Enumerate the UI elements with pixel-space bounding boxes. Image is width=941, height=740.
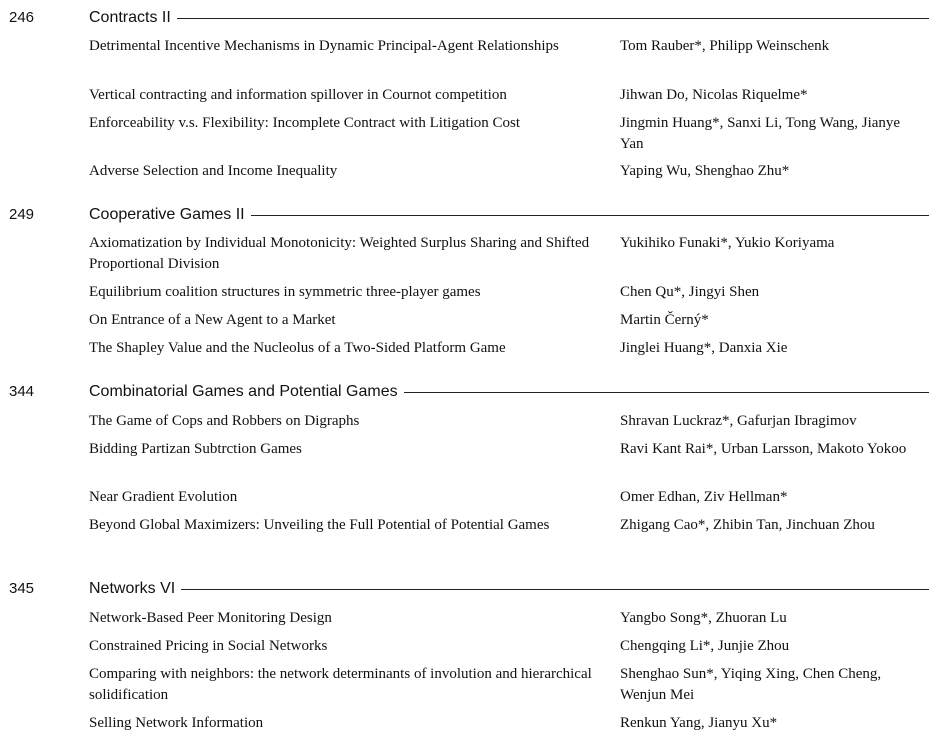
- session-header: [0, 9, 941, 31]
- session-title-wrap: [89, 206, 929, 224]
- paper-authors: Ravi Kant Rai*, Urban Larsson, Makoto Yokoo: [620, 441, 907, 457]
- paper-title: The Shapley Value and the Nucleolus of a Two-Sided Platform Game: [89, 340, 506, 356]
- session-room: 345: [9, 580, 35, 597]
- paper-authors: Yangbo Song*, Zhuoran Lu: [620, 610, 787, 626]
- paper-title: Constrained Pricing in Social Networks: [89, 638, 328, 654]
- paper-authors: Renkun Yang, Jianyu Xu*: [620, 715, 778, 731]
- paper-title: Detrimental Incentive Mechanisms in Dynamic Principal-Agent Relationships: [89, 38, 559, 54]
- session-rule: [251, 215, 929, 216]
- session-title: Cooperative Games II: [89, 206, 245, 223]
- session-header: [0, 206, 941, 228]
- paper-authors: Tom Rauber*, Philipp Weinschenk: [620, 38, 830, 54]
- session-header: [0, 383, 941, 405]
- session-title-wrap: [89, 9, 929, 27]
- paper-authors: Zhigang Cao*, Zhibin Tan, Jinchuan Zhou: [620, 517, 875, 533]
- session-title: Contracts II: [89, 9, 171, 26]
- paper-authors: Yukihiko Funaki*, Yukio Koriyama: [620, 235, 835, 251]
- paper-title: Comparing with neighbors: the network determinants of involution and hierarchical solidification: [89, 666, 592, 703]
- paper-authors: Jingmin Huang*, Sanxi Li, Tong Wang, Jianye Yan: [620, 115, 901, 152]
- paper-authors: Chen Qu*, Jingyi Shen: [620, 284, 760, 300]
- paper-authors: Chengqing Li*, Junjie Zhou: [620, 638, 790, 654]
- paper-title: Axiomatization by Individual Monotonicity: Weighted Surplus Sharing and Shifted Proportional Division: [89, 235, 590, 272]
- session-room: 344: [9, 383, 35, 400]
- paper-title: The Game of Cops and Robbers on Digraphs: [89, 413, 360, 429]
- session-title-wrap: [89, 383, 929, 401]
- paper-title: Vertical contracting and information spillover in Cournot competition: [89, 87, 507, 103]
- session-room: 249: [9, 206, 35, 223]
- paper-title: Beyond Global Maximizers: Unveiling the Full Potential of Potential Games: [89, 517, 550, 533]
- paper-title: Network-Based Peer Monitoring Design: [89, 610, 332, 626]
- session-title-wrap: [89, 580, 929, 598]
- paper-authors: Martin Černý*: [620, 312, 709, 328]
- session-rule: [181, 589, 929, 590]
- paper-title: On Entrance of a New Agent to a Market: [89, 312, 336, 328]
- session-header: [0, 580, 941, 602]
- paper-authors: Shravan Luckraz*, Gafurjan Ibragimov: [620, 413, 857, 429]
- paper-title: Bidding Partizan Subtrction Games: [89, 441, 302, 457]
- session-networks-vi: [0, 580, 941, 602]
- session-rule: [177, 18, 929, 19]
- paper-authors: Omer Edhan, Ziv Hellman*: [620, 489, 788, 505]
- paper-authors: Jihwan Do, Nicolas Riquelme*: [620, 87, 808, 103]
- session-cooperative-games-ii: [0, 206, 941, 228]
- session-rule: [404, 392, 929, 393]
- paper-authors: Yaping Wu, Shenghao Zhu*: [620, 163, 790, 179]
- session-title: Combinatorial Games and Potential Games: [89, 383, 398, 400]
- session-combinatorial-games: [0, 383, 941, 405]
- paper-title: Equilibrium coalition structures in symmetric three-player games: [89, 284, 481, 300]
- paper-authors: Jinglei Huang*, Danxia Xie: [620, 340, 788, 356]
- paper-title: Near Gradient Evolution: [89, 489, 238, 505]
- paper-title: Adverse Selection and Income Inequality: [89, 163, 338, 179]
- paper-title: Selling Network Information: [89, 715, 264, 731]
- session-contracts-ii: [0, 9, 941, 31]
- session-room: 246: [9, 9, 35, 26]
- paper-title: Enforceability v.s. Flexibility: Incomplete Contract with Litigation Cost: [89, 115, 521, 131]
- session-title: Networks VI: [89, 580, 176, 597]
- paper-authors: Shenghao Sun*, Yiqing Xing, Chen Cheng, Wenjun Mei: [620, 666, 882, 703]
